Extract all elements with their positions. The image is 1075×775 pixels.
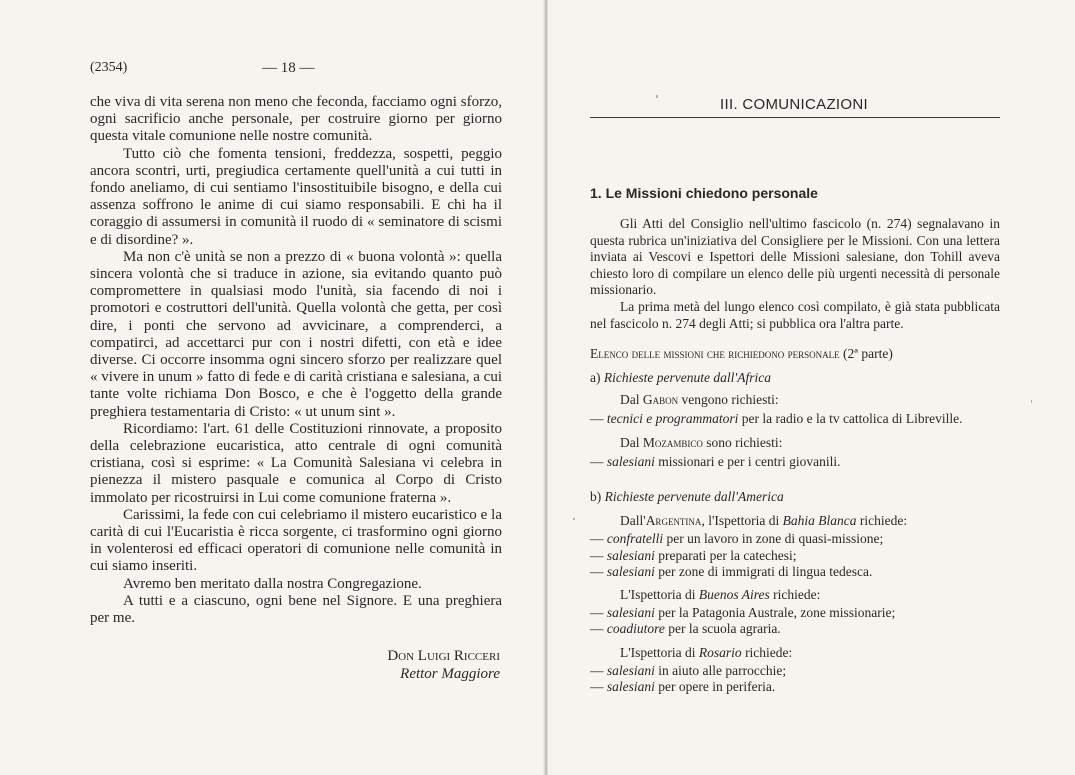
document-code: (2354) xyxy=(90,60,128,75)
list-item: — salesiani per zone di immigrati di lingua tedesca. xyxy=(590,563,873,579)
list-item: — salesiani per la Patagonia Australe, zone missionarie; xyxy=(590,605,896,621)
bahia-blanca-request xyxy=(590,513,1002,529)
paragraph: A tutti e a ciascuno, ogni bene nel Signore. E una preghiera per me. xyxy=(90,592,502,627)
place-name: Rosario xyxy=(698,644,742,660)
rosario-request xyxy=(590,645,1002,661)
paper-speck xyxy=(656,95,658,98)
gabon-request xyxy=(590,392,1002,408)
role: salesiani xyxy=(606,563,655,579)
role: tecnici e programmatori xyxy=(606,411,739,427)
signature-block xyxy=(300,647,500,683)
text: Dal xyxy=(620,392,643,408)
detail: per la Patagonia Australe, zone missionarie; xyxy=(654,605,896,621)
paragraph: Ricordiamo: l'art. 61 delle Costituzioni rinnovate, a proposito della celebrazione eucaristica, atto centrale di ogni comunità cristiana, così si esprime: « La Comunità Salesiana vi celebra in pienezza il mistero pasquale e comunica al Corpo di Cristo immolato per ricostruirsi in Lui come comunione fraterna ». xyxy=(90,420,502,506)
text: , l'Ispettoria di xyxy=(701,513,783,529)
letter-body xyxy=(90,94,502,627)
place-name: Buenos Aires xyxy=(698,587,770,603)
list-heading-part: (2ª parte) xyxy=(843,346,893,361)
detail: per zone di immigrati di lingua tedesca. xyxy=(654,563,873,579)
role: salesiani xyxy=(606,453,655,469)
place-name: Bahia Blanca xyxy=(782,513,857,529)
heading-text: Richieste pervenute dall'Africa xyxy=(603,370,771,385)
role: salesiani xyxy=(606,679,655,695)
paper-speck xyxy=(1031,400,1032,403)
heading-letter: a) xyxy=(590,370,601,385)
america-heading xyxy=(590,489,1002,505)
list-item: — tecnici e programmatori per la radio e la tv cattolica di Libreville. xyxy=(590,411,963,427)
america-section xyxy=(590,489,1002,695)
paragraph: Ma non c'è unità se non a prezzo di « buona volontà »: quella sincera volontà che si traduce in azione, sia evitando quanto può compromettere in qualsiasi modo l'unità, sia facendo di noi i promotori e costruttori dell'unità. Quella volontà che getta, per così dire, i ponti che servono ad avvicinare, a comprenderci, a compatirci, ad accettarci pur con i nostri difetti, con età e idee diverse. Ci occorre insomma ogni sincero sforzo per realizzare quel « vivere in unum » fatto di fede e di carità cristiana e salesiana, a cui tante volte richiama Don Bosco, e che è l'oggetto della grande preghiera testamentaria di Cristo: « ut unum sint ». xyxy=(90,248,502,420)
list-item: — salesiani in aiuto alle parrocchie; xyxy=(590,662,787,678)
paper-speck xyxy=(573,518,575,520)
africa-heading xyxy=(590,370,1002,386)
text: Dall' xyxy=(620,513,646,529)
list-item: — coadiutore per la scuola agraria. xyxy=(590,621,781,637)
paragraph: La prima metà del lungo elenco così compilato, è già stata pubblicata nel fascicolo n. 274 degli Atti; si pubblica ora l'altra parte. xyxy=(590,298,1000,331)
role: salesiani xyxy=(606,547,655,563)
page-number: — 18 — xyxy=(262,60,315,76)
paragraph: Carissimi, la fede con cui celebriamo il mistero eucaristico e la carità di cui l'Eucaristia è ricca sorgente, ci trasformino ogni giorno in volenterosi ed efficaci operatori di comunione nelle comunità in cui siamo inseriti. xyxy=(90,506,502,575)
list-item: — salesiani missionari e per i centri giovanili. xyxy=(590,453,841,469)
text: Dal xyxy=(620,434,643,450)
paragraph: Gli Atti del Consiglio nell'ultimo fascicolo (n. 274) segnalavano in questa rubrica un'iniziativa del Consigliere per le Missioni. Con una lettera inviata ai Vescovi e Ispettori delle Missioni salesiane, don Tohill aveva chiesto loro di compilare un elenco delle più urgenti necessità di personale missionario. xyxy=(590,216,1000,298)
left-page-header xyxy=(90,60,502,80)
text: L'Ispettoria di xyxy=(620,644,699,660)
paragraph: che viva di vita serena non meno che feconda, facciamo ogni sforzo, ogni sacrificio anche personale, per costruire giorno per giorno questa vitale comunione nelle nostre comunità. xyxy=(90,94,502,145)
role: salesiani xyxy=(606,605,655,621)
heading-letter: b) xyxy=(590,489,602,504)
text: L'Ispettoria di xyxy=(620,587,699,603)
list-heading-text: Elenco delle missioni che richiedono personale xyxy=(590,346,840,361)
role: coadiutore xyxy=(606,621,665,637)
country-name: Mozambico xyxy=(642,434,703,450)
text: richiede: xyxy=(769,587,821,603)
text: richiede: xyxy=(741,644,793,660)
signature-name: Don Luigi Ricceri xyxy=(387,648,500,664)
detail: per un lavoro in zone di quasi-missione; xyxy=(663,531,884,547)
africa-section xyxy=(590,370,1002,470)
role: salesiani xyxy=(606,662,655,678)
heading-text: Richieste pervenute dall'America xyxy=(604,489,784,504)
signature-title: Rettor Maggiore xyxy=(400,666,500,682)
mozambique-request xyxy=(590,435,1002,451)
section-title: III. COMUNICAZIONI xyxy=(720,96,868,113)
detail: per la radio e la tv cattolica di Libreville. xyxy=(738,411,963,427)
paragraph: Tutto ciò che fomenta tensioni, freddezza, sospetti, peggio ancora scontri, urti, pregiudica certamente quell'unità a cui tutti in fondo aneliamo, di cui sentiamo l'insostituibile bisogno, e della cui assenza soffrono le anime di cui siamo responsabili. E chi ha il coraggio di assumersi in comunità il ruodo di « seminatore di scismi e di disordine? ». xyxy=(90,145,502,248)
detail: in aiuto alle parrocchie; xyxy=(654,662,787,678)
intro-text xyxy=(590,216,1000,332)
list-heading xyxy=(590,346,1000,362)
paragraph: Avremo ben meritato dalla nostra Congregazione. xyxy=(123,575,422,592)
list-item: — confratelli per un lavoro in zone di quasi-missione; xyxy=(590,531,884,547)
text: vengono richiesti: xyxy=(678,392,779,408)
detail: missionari e per i centri giovanili. xyxy=(654,453,841,469)
list-item: — salesiani preparati per la catechesi; xyxy=(590,547,797,563)
detail: per la scuola agraria. xyxy=(664,621,781,637)
country-name: Argentina xyxy=(645,513,702,529)
subsection-title: 1. Le Missioni chiedono personale xyxy=(590,185,818,201)
text: richiede: xyxy=(856,513,908,529)
detail: preparati per la catechesi; xyxy=(654,547,797,563)
role: confratelli xyxy=(606,531,664,547)
detail: per opere in periferia. xyxy=(654,679,776,695)
buenos-aires-request xyxy=(590,587,1002,603)
country-name: Gabon xyxy=(642,392,679,408)
text: sono richiesti: xyxy=(702,434,783,450)
list-item: — salesiani per opere in periferia. xyxy=(590,679,776,695)
section-divider xyxy=(590,117,1000,118)
